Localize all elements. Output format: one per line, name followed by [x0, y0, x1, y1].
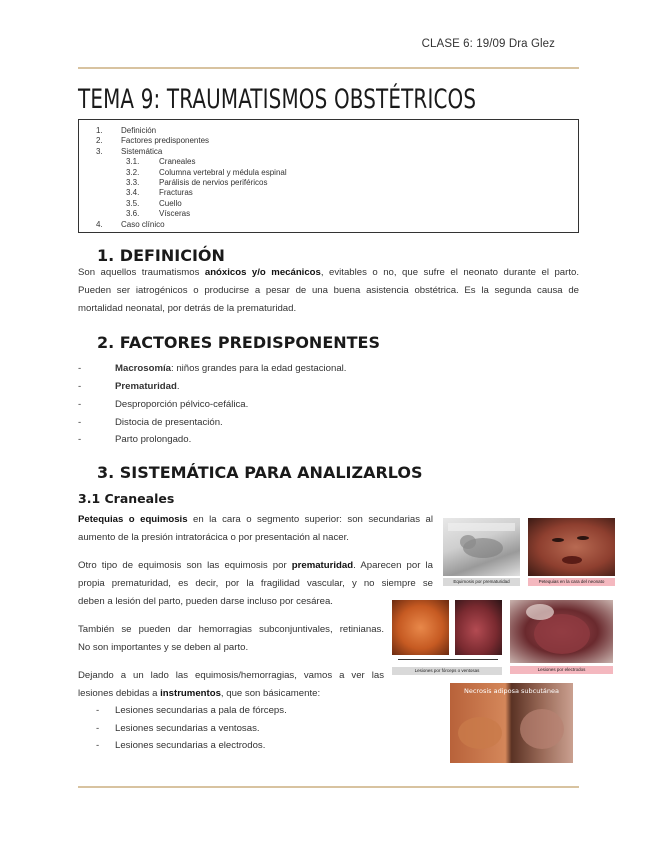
text-fragment: Otro tipo de equimosis son las equimosis por: [78, 560, 292, 571]
toc-item-label: Sistemática: [121, 146, 163, 156]
text-line: propia prematuridad, es decir, por la fragilidad vascular, y no siempre se: [78, 578, 433, 589]
toc-item-label: Definición: [121, 126, 157, 135]
photo-illustration: [528, 518, 615, 576]
section-heading-factores: 2. FACTORES PREDISPONENTES: [97, 333, 380, 352]
toc-item-number: 2.: [96, 136, 103, 146]
text-line: aumento de la presión intratorácica o por presentación al nacer.: [78, 532, 349, 543]
list-item-text: Parto prolongado.: [115, 434, 192, 445]
list-item: [96, 705, 396, 717]
toc-item-label: Vísceras: [159, 209, 191, 219]
list-item: [78, 381, 478, 393]
page-title: TEMA 9: TRAUMATISMOS OBSTÉTRICOS: [78, 84, 477, 115]
toc-item-number: 3.6.: [126, 209, 140, 219]
top-divider: [78, 67, 579, 69]
text-line: Pueden ser iatrogénicos o producirse a pesar de una buena asistencia obstétrica. Es la segunda causa de: [78, 285, 579, 296]
list-item-text: Lesiones secundarias a electrodos.: [115, 740, 266, 751]
list-item-text: Distocia de presentación.: [115, 417, 223, 428]
bold-term: Macrosomía: [115, 363, 171, 374]
text-fragment: en la cara o segmento superior: son secundarias al: [187, 514, 433, 525]
text-line: mortalidad neonatal, por detrás de la prematuridad.: [78, 303, 297, 314]
bold-term: anóxicos y/o mecánicos: [204, 267, 321, 278]
bullet-dash: -: [96, 740, 100, 751]
list-item: [78, 363, 478, 375]
bold-term: Prematuridad: [115, 381, 177, 392]
toc-item-label: Fracturas: [159, 188, 193, 198]
list-item: [96, 723, 396, 735]
text-line: No son importantes y se deben al parto.: [78, 642, 249, 653]
hemorragias-paragraph: [78, 621, 384, 657]
text-fragment: : niños grandes para la edad gestacional.: [170, 363, 347, 374]
photo-illustration: [443, 518, 520, 576]
list-item: [78, 417, 478, 429]
toc-item-number: 3.4.: [126, 188, 140, 198]
toc-item-label: Craneales: [159, 157, 196, 167]
toc-item-number: 4.: [96, 219, 103, 229]
section-heading-sistematica: 3. SISTEMÁTICA PARA ANALIZARLOS: [97, 463, 423, 482]
petequias-paragraph: [78, 511, 433, 547]
fat-necrosis-photo: [450, 683, 573, 763]
table-of-contents: [78, 119, 579, 233]
bold-term: prematuridad: [291, 560, 354, 571]
photo-illustration: [510, 600, 613, 663]
instrumentos-paragraph: [78, 667, 384, 703]
list-item-text: Lesiones secundarias a ventosas.: [115, 723, 260, 734]
electrode-lesion-photo: [510, 600, 613, 663]
text-fragment: . Aparecen por la: [353, 560, 433, 571]
bullet-dash: -: [78, 399, 82, 410]
bold-term: instrumentos: [160, 688, 221, 699]
list-item-text: Lesiones secundarias a pala de fórceps.: [115, 705, 287, 716]
text-fragment: , evitables o no, que sufre el neonato durante el parto.: [320, 267, 579, 278]
caption-bracket: [398, 659, 498, 660]
bullet-dash: -: [78, 363, 82, 374]
text-fragment: , que son básicamente:: [220, 688, 321, 699]
premature-baby-photo: [443, 518, 520, 576]
subsection-heading-craneales: 3.1 Craneales: [78, 491, 175, 506]
toc-item-number: 3.2.: [126, 167, 140, 177]
toc-item-number: 1.: [96, 126, 103, 135]
toc-item-label: Caso clínico: [121, 219, 165, 229]
text-fragment: Son aquellos traumatismos: [78, 267, 205, 278]
prematuridad-paragraph: [78, 557, 433, 611]
text-line: También se pueden dar hemorragias subconjuntivales, retinianas.: [78, 624, 384, 635]
forceps-lesion-photo-1: [392, 600, 449, 655]
list-item: [78, 434, 478, 446]
photo-illustration: [450, 683, 573, 763]
text-fragment: lesiones debidas a: [78, 688, 161, 699]
text-line: Dejando a un lado las equimosis/hemorragias, vamos a ver las: [78, 670, 384, 681]
list-item: [78, 399, 478, 411]
toc-item-number: 3.3.: [126, 178, 140, 187]
section-heading-definicion: 1. DEFINICIÓN: [97, 246, 225, 265]
figure-caption: Lesiones por fórceps o ventosas: [392, 667, 502, 675]
bullet-dash: -: [96, 723, 100, 734]
bullet-dash: -: [78, 381, 82, 392]
page-header: CLASE 6: 19/09 Dra Glez: [421, 38, 555, 50]
figure-caption: Equimosis por prematuridad: [443, 578, 520, 586]
photo-overlay-label: Necrosis adiposa subcutánea: [464, 687, 559, 695]
toc-item-number: 3.5.: [126, 198, 140, 208]
list-item-text: Desproporción pélvico-cefálica.: [115, 399, 249, 410]
toc-item-label: Cuello: [159, 198, 182, 208]
toc-item-number: 3.: [96, 146, 103, 156]
text-fragment: .: [176, 381, 180, 392]
bullet-dash: -: [78, 417, 82, 428]
figure-caption: Lesiones por electrodos: [510, 666, 613, 674]
toc-item-number: 3.1.: [126, 157, 140, 167]
figure-caption: Petequias en la cara del neonato: [528, 578, 615, 586]
text-line: deben a lesión del parto, pueden darse incluso por cesárea.: [78, 596, 333, 607]
toc-item-label: Columna vertebral y médula espinal: [159, 167, 287, 177]
toc-item-label: Parálisis de nervios periféricos: [159, 178, 268, 187]
toc-item-label: Factores predisponentes: [121, 136, 210, 146]
bullet-dash: -: [78, 434, 82, 445]
bold-term: Petequias o equimosis: [78, 514, 188, 525]
definicion-paragraph: [78, 264, 579, 318]
bullet-dash: -: [96, 705, 100, 716]
forceps-lesion-photo-2: [455, 600, 502, 655]
bottom-divider: [78, 786, 579, 788]
list-item: [96, 740, 396, 752]
face-petechiae-photo: [528, 518, 615, 576]
